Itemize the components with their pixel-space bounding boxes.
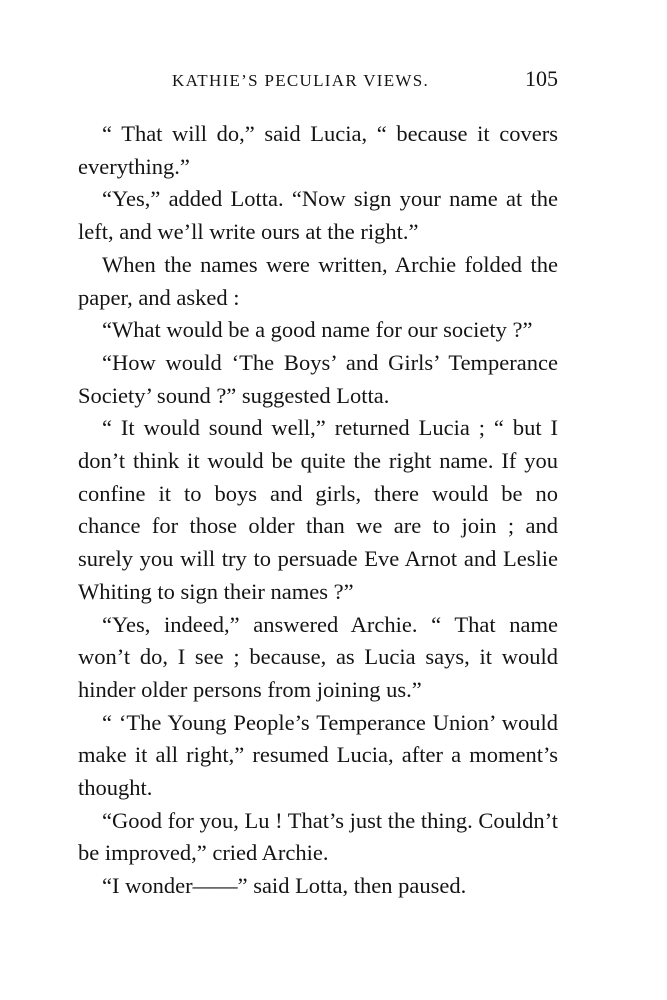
paragraph: “ It would sound well,” returned Lucia ; “ but I don’t think it would be quite the right name. If you confine it to boys and girls, there would be no chance for those older than we are to join ; and surely you will try to persuade Eve Arnot and Leslie Whiting to sign their names ?” (78, 415, 558, 604)
page-number: 105 (525, 66, 558, 91)
paragraph: “ That will do,” said Lucia, “ because it covers everything.” (78, 121, 558, 179)
paragraph: “Yes,” added Lotta. “Now sign your name at the left, and we’ll write ours at the right.” (78, 186, 558, 245)
paragraph: “Good for you, Lu ! That’s just the thing. Couldn’t be improved,” cried Archie. (78, 807, 559, 866)
page-header (78, 66, 558, 106)
book-page (78, 66, 558, 903)
paragraph: “How would ‘The Boys’ and Girls’ Temperance Society’ sound ?” suggested Lotta. (78, 349, 558, 408)
paragraph: When the names were written, Archie folded the paper, and asked : (78, 251, 558, 310)
paragraph: “What would be a good name for our society ?” (102, 317, 533, 343)
paragraph: “ ‘The Young People’s Temperance Union’ would make it all right,” resumed Lucia, after a moment’s thought. (78, 709, 558, 801)
page-body (78, 118, 558, 903)
running-head: KATHIE’S PECULIAR VIEWS. (172, 71, 430, 90)
paragraph: “Yes, indeed,” answered Archie. “ That name won’t do, I see ; because, as Lucia says, it would hinder older persons from joining us.” (78, 611, 558, 702)
paragraph: “I wonder——” said Lotta, then paused. (102, 873, 467, 899)
